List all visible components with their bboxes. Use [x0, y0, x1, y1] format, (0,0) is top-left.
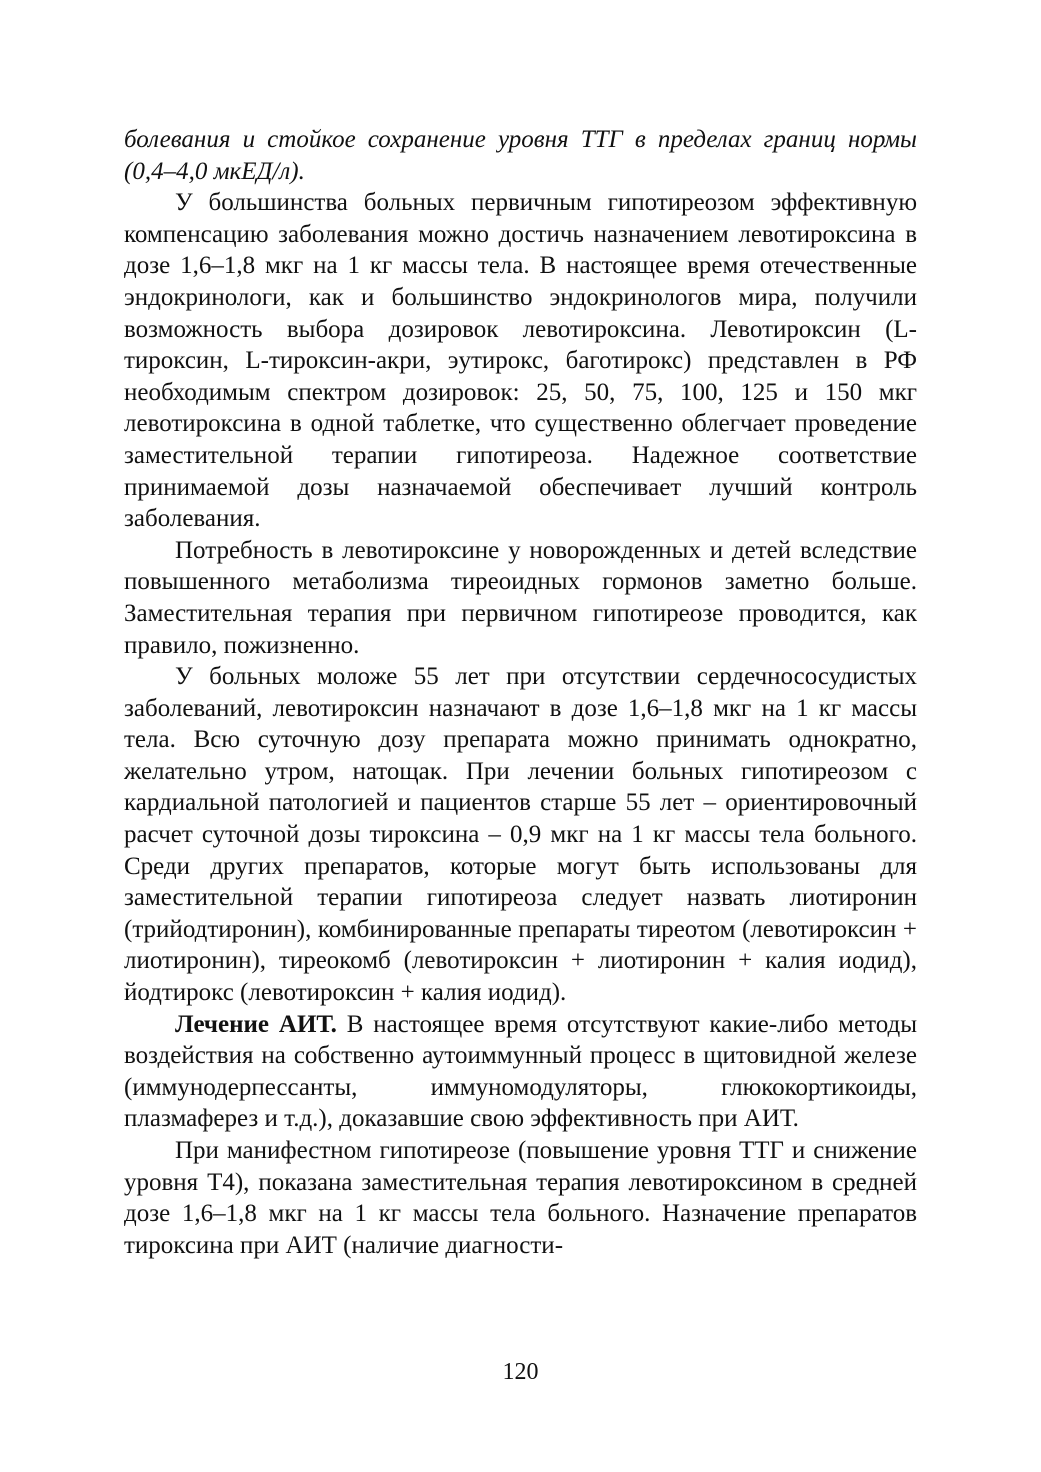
paragraph-levothyroxine-dosage: У большинства больных первичным гипотиреозом эффективную компенсацию заболевания можно достичь назначением левотироксина в дозе 1,6–1,8 мкг на 1 кг массы тела. В настоящее время отечественные эндокринологи, как и большинство эндокринологов мира, получили возможность выбора дозировок левотироксина. Левотироксин (L-тироксин, L-тироксин-акри, эутирокс, баготирокс) представлен в РФ необходимым спектром дозировок: 25, 50, 75, 100, 125 и 150 мкг левотироксина в одной таблетке, что существенно облегчает проведение заместительной терапии гипотиреоза. Надежное соответствие принимаемой дозы назначаемой обеспечивает лучший контроль заболевания.	[124, 189, 917, 533]
paragraph-manifest-hypothyroidism: При манифестном гипотиреозе (повышение уровня ТТГ и снижение уровня Т4), показана заместительная терапия левотироксином в средней дозе 1,6–1,8 мкг на 1 кг массы тела больного. Назначение препаратов тироксина при АИТ (наличие диагности-	[124, 1137, 917, 1259]
section-lead-heading: Лечение АИТ.	[175, 1010, 337, 1038]
page-body	[124, 124, 917, 1261]
page-number: 120	[502, 1359, 539, 1385]
paragraph-ait-treatment-text: В настоящее время отсутствуют какие-либо методы воздействия на собственно аутоиммунный процесс в щитовидной железе (иммунодерпессанты, иммуномодуляторы, глюкокортикоиды, плазмаферез и т.д.), доказавшие свою эффективность при АИТ.	[124, 1010, 917, 1133]
paragraph-patients-under-55: У больных моложе 55 лет при отсутствии сердечнососудистых заболеваний, левотироксин назначают в дозе 1,6–1,8 мкг на 1 кг массы тела. Всю суточную дозу препарата можно принимать однократно, желательно утром, натощак. При лечении больных гипотиреозом с кардиальной патологией и пациентов старше 55 лет – ориентировочный расчет суточной дозы тироксина – 0,9 мкг на 1 кг массы тела больного. Среди других препаратов, которые могут быть использованы для заместительной терапии гипотиреоза следует назвать лиотиронин (трийодтиронин), комбинированные препараты тиреотом (левотироксин + лиотиронин), тиреокомб (левотироксин + лиотиронин + калия иодид), йодтирокс (левотироксин + калия иодид).	[124, 663, 917, 1007]
paragraph-continuation: болевания и стойкое сохранение уровня ТТГ в пределах границ нормы (0,4–4,0 мкЕД/л).	[124, 126, 917, 185]
paragraph-ait-treatment	[124, 1009, 917, 1135]
paragraph-newborns: Потребность в левотироксине у новорожденных и детей вследствие повышенного метаболизма тиреоидных гормонов заметно больше. Заместительная терапия при первичном гипотиреозе проводится, как правило, пожизненно.	[124, 536, 917, 659]
